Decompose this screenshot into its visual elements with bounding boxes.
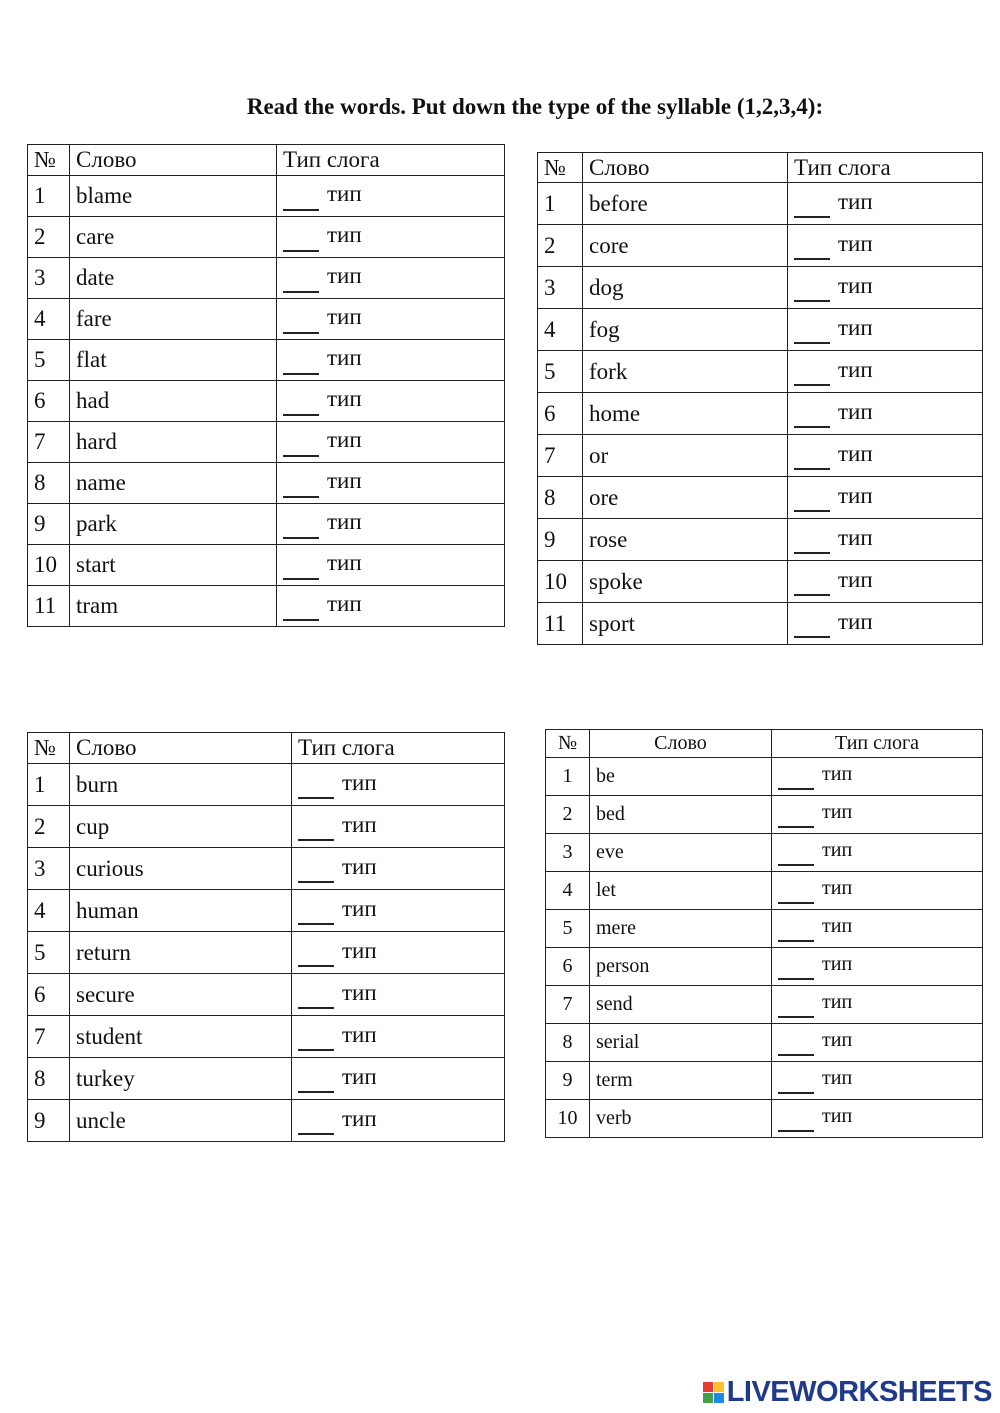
row-word: send	[590, 986, 772, 1024]
type-suffix-label: тип	[822, 953, 853, 976]
row-word: fork	[583, 351, 788, 393]
syllable-type-input[interactable]	[794, 282, 830, 302]
type-suffix-label: тип	[838, 524, 873, 550]
table-row	[538, 477, 983, 519]
row-number: 10	[28, 545, 70, 586]
row-number: 11	[28, 586, 70, 627]
table-row	[546, 1062, 983, 1100]
row-number: 11	[538, 603, 583, 645]
table-row	[28, 890, 505, 932]
row-word: term	[590, 1062, 772, 1100]
type-suffix-label: тип	[838, 440, 873, 466]
table-row	[538, 393, 983, 435]
type-suffix-label: тип	[342, 811, 377, 837]
row-word: human	[70, 890, 292, 932]
syllable-type-input[interactable]	[283, 314, 319, 334]
type-suffix-label: тип	[327, 304, 362, 330]
syllable-type-input[interactable]	[778, 808, 814, 828]
syllable-type-input[interactable]	[283, 191, 319, 211]
row-syllable-type	[788, 225, 983, 267]
logo-square-3	[703, 1393, 713, 1403]
row-word: tram	[70, 586, 277, 627]
row-number: 4	[538, 309, 583, 351]
row-syllable-type	[788, 267, 983, 309]
row-word: uncle	[70, 1100, 292, 1142]
liveworksheets-logo	[703, 1375, 992, 1409]
row-word: let	[590, 872, 772, 910]
table-header-row	[538, 153, 983, 183]
type-suffix-label: тип	[822, 839, 853, 862]
table-header-row	[28, 733, 505, 764]
row-word: rose	[583, 519, 788, 561]
row-syllable-type	[277, 381, 505, 422]
row-word: bed	[590, 796, 772, 834]
row-number: 6	[28, 974, 70, 1016]
row-number: 6	[546, 948, 590, 986]
syllable-type-input[interactable]	[298, 947, 334, 967]
row-syllable-type	[788, 603, 983, 645]
syllable-type-input[interactable]	[283, 437, 319, 457]
row-number: 9	[28, 504, 70, 545]
table-row	[546, 1100, 983, 1138]
row-syllable-type	[788, 183, 983, 225]
row-syllable-type	[277, 422, 505, 463]
row-syllable-type	[772, 1024, 983, 1062]
syllable-type-input[interactable]	[778, 884, 814, 904]
row-syllable-type	[788, 477, 983, 519]
syllable-type-input[interactable]	[298, 905, 334, 925]
table-row	[28, 764, 505, 806]
logo-square-2	[714, 1382, 724, 1392]
type-suffix-label: тип	[342, 895, 377, 921]
row-word: student	[70, 1016, 292, 1058]
row-word: be	[590, 758, 772, 796]
table-row	[538, 267, 983, 309]
row-word: flat	[70, 340, 277, 381]
logo-text: LIVEWORKSHEETS	[726, 1375, 992, 1408]
syllable-type-input[interactable]	[794, 492, 830, 512]
table-row	[28, 1016, 505, 1058]
table-row	[538, 351, 983, 393]
row-syllable-type	[277, 258, 505, 299]
row-word: start	[70, 545, 277, 586]
row-number: 8	[28, 1058, 70, 1100]
row-syllable-type	[277, 463, 505, 504]
syllable-type-input[interactable]	[794, 408, 830, 428]
row-word: curious	[70, 848, 292, 890]
row-word: verb	[590, 1100, 772, 1138]
row-word: mere	[590, 910, 772, 948]
table-row	[28, 258, 505, 299]
row-number: 3	[28, 258, 70, 299]
type-suffix-label: тип	[342, 769, 377, 795]
syllable-type-input[interactable]	[794, 324, 830, 344]
row-number: 3	[538, 267, 583, 309]
row-number: 8	[538, 477, 583, 519]
row-syllable-type	[788, 561, 983, 603]
table-row	[538, 309, 983, 351]
row-number: 6	[28, 381, 70, 422]
syllable-type-input[interactable]	[283, 601, 319, 621]
row-word: turkey	[70, 1058, 292, 1100]
table-row	[28, 1100, 505, 1142]
header-number: №	[546, 730, 590, 758]
syllable-type-input[interactable]	[794, 450, 830, 470]
row-syllable-type	[292, 932, 505, 974]
row-syllable-type	[277, 586, 505, 627]
table-row	[546, 1024, 983, 1062]
row-syllable-type	[292, 1100, 505, 1142]
table-row	[28, 463, 505, 504]
type-suffix-label: тип	[838, 482, 873, 508]
type-suffix-label: тип	[838, 272, 873, 298]
syllable-type-input[interactable]	[283, 519, 319, 539]
table-row	[28, 422, 505, 463]
row-number: 2	[546, 796, 590, 834]
syllable-type-input[interactable]	[778, 1036, 814, 1056]
table-row	[28, 299, 505, 340]
row-word: secure	[70, 974, 292, 1016]
row-syllable-type	[772, 796, 983, 834]
word-table-1	[27, 144, 505, 627]
header-number: №	[28, 145, 70, 176]
row-syllable-type	[277, 504, 505, 545]
type-suffix-label: тип	[327, 263, 362, 289]
syllable-type-input[interactable]	[298, 779, 334, 799]
row-number: 8	[28, 463, 70, 504]
type-suffix-label: тип	[342, 1063, 377, 1089]
row-number: 4	[28, 299, 70, 340]
header-syllable-type: Тип слога	[277, 145, 505, 176]
row-syllable-type	[788, 519, 983, 561]
row-word: park	[70, 504, 277, 545]
row-number: 7	[28, 422, 70, 463]
table-header-row	[546, 730, 983, 758]
row-number: 4	[546, 872, 590, 910]
row-number: 9	[28, 1100, 70, 1142]
type-suffix-label: тип	[822, 801, 853, 824]
row-number: 1	[28, 176, 70, 217]
row-syllable-type	[772, 1062, 983, 1100]
table-row	[28, 340, 505, 381]
row-syllable-type	[292, 764, 505, 806]
table-row	[546, 986, 983, 1024]
table-row	[546, 758, 983, 796]
syllable-type-input[interactable]	[283, 355, 319, 375]
row-word: person	[590, 948, 772, 986]
syllable-type-input[interactable]	[283, 273, 319, 293]
type-suffix-label: тип	[327, 345, 362, 371]
type-suffix-label: тип	[838, 398, 873, 424]
type-suffix-label: тип	[822, 1029, 853, 1052]
row-number: 7	[538, 435, 583, 477]
syllable-type-input[interactable]	[778, 846, 814, 866]
table-row	[546, 872, 983, 910]
row-number: 3	[546, 834, 590, 872]
word-table-3	[27, 732, 505, 1142]
table-row	[546, 834, 983, 872]
row-syllable-type	[292, 806, 505, 848]
row-syllable-type	[772, 758, 983, 796]
table-row	[28, 381, 505, 422]
row-number: 2	[28, 217, 70, 258]
type-suffix-label: тип	[838, 608, 873, 634]
row-word: fog	[583, 309, 788, 351]
row-number: 6	[538, 393, 583, 435]
type-suffix-label: тип	[822, 991, 853, 1014]
row-number: 1	[546, 758, 590, 796]
row-syllable-type	[788, 309, 983, 351]
row-word: eve	[590, 834, 772, 872]
syllable-type-input[interactable]	[283, 232, 319, 252]
row-syllable-type	[292, 1016, 505, 1058]
syllable-type-input[interactable]	[283, 396, 319, 416]
header-number: №	[538, 153, 583, 183]
table-row	[538, 183, 983, 225]
header-word: Слово	[583, 153, 788, 183]
type-suffix-label: тип	[838, 230, 873, 256]
type-suffix-label: тип	[838, 314, 873, 340]
type-suffix-label: тип	[822, 877, 853, 900]
syllable-type-input[interactable]	[794, 198, 830, 218]
row-word: ore	[583, 477, 788, 519]
row-word: dog	[583, 267, 788, 309]
type-suffix-label: тип	[327, 181, 362, 207]
type-suffix-label: тип	[327, 222, 362, 248]
row-word: hard	[70, 422, 277, 463]
header-word: Слово	[70, 145, 277, 176]
type-suffix-label: тип	[838, 356, 873, 382]
row-syllable-type	[292, 1058, 505, 1100]
row-syllable-type	[292, 974, 505, 1016]
type-suffix-label: тип	[342, 1105, 377, 1131]
table-row	[28, 806, 505, 848]
syllable-type-input[interactable]	[778, 770, 814, 790]
syllable-type-input[interactable]	[794, 534, 830, 554]
row-number: 1	[28, 764, 70, 806]
logo-squares-icon	[703, 1382, 724, 1403]
row-word: or	[583, 435, 788, 477]
table-row	[28, 545, 505, 586]
row-syllable-type	[277, 299, 505, 340]
type-suffix-label: тип	[342, 1021, 377, 1047]
syllable-type-input[interactable]	[778, 960, 814, 980]
syllable-type-input[interactable]	[283, 560, 319, 580]
table-row	[538, 603, 983, 645]
table-row	[28, 176, 505, 217]
row-number: 3	[28, 848, 70, 890]
row-word: home	[583, 393, 788, 435]
header-number: №	[28, 733, 70, 764]
type-suffix-label: тип	[342, 937, 377, 963]
row-number: 5	[28, 340, 70, 381]
table-row	[28, 932, 505, 974]
logo-square-4	[714, 1393, 724, 1403]
type-suffix-label: тип	[822, 915, 853, 938]
row-number: 2	[538, 225, 583, 267]
row-syllable-type	[772, 1100, 983, 1138]
table-row	[538, 519, 983, 561]
row-syllable-type	[277, 545, 505, 586]
syllable-type-input[interactable]	[298, 1073, 334, 1093]
syllable-type-input[interactable]	[298, 1115, 334, 1135]
table-row	[538, 561, 983, 603]
row-syllable-type	[788, 351, 983, 393]
table-row	[28, 217, 505, 258]
row-syllable-type	[788, 435, 983, 477]
row-number: 10	[538, 561, 583, 603]
row-number: 5	[546, 910, 590, 948]
word-table-2	[537, 152, 983, 645]
header-syllable-type: Тип слога	[788, 153, 983, 183]
syllable-type-input[interactable]	[298, 821, 334, 841]
row-word: had	[70, 381, 277, 422]
type-suffix-label: тип	[327, 509, 362, 535]
table-row	[28, 504, 505, 545]
row-number: 7	[546, 986, 590, 1024]
header-syllable-type: Тип слога	[292, 733, 505, 764]
type-suffix-label: тип	[327, 468, 362, 494]
table-row	[538, 435, 983, 477]
type-suffix-label: тип	[838, 188, 873, 214]
syllable-type-input[interactable]	[794, 576, 830, 596]
row-number: 1	[538, 183, 583, 225]
header-word: Слово	[70, 733, 292, 764]
type-suffix-label: тип	[822, 763, 853, 786]
row-syllable-type	[772, 948, 983, 986]
row-number: 10	[546, 1100, 590, 1138]
row-word: before	[583, 183, 788, 225]
table-row	[546, 948, 983, 986]
row-syllable-type	[772, 872, 983, 910]
syllable-type-input[interactable]	[778, 1074, 814, 1094]
row-syllable-type	[772, 834, 983, 872]
syllable-type-input[interactable]	[298, 1031, 334, 1051]
header-syllable-type: Тип слога	[772, 730, 983, 758]
table-header-row	[28, 145, 505, 176]
syllable-type-input[interactable]	[298, 863, 334, 883]
row-word: cup	[70, 806, 292, 848]
word-table-4	[545, 729, 983, 1138]
type-suffix-label: тип	[838, 566, 873, 592]
table-row	[28, 586, 505, 627]
row-number: 2	[28, 806, 70, 848]
row-number: 7	[28, 1016, 70, 1058]
type-suffix-label: тип	[342, 979, 377, 1005]
row-syllable-type	[292, 890, 505, 932]
type-suffix-label: тип	[327, 591, 362, 617]
row-word: burn	[70, 764, 292, 806]
row-number: 4	[28, 890, 70, 932]
table-row	[28, 1058, 505, 1100]
table-row	[28, 974, 505, 1016]
type-suffix-label: тип	[327, 386, 362, 412]
syllable-type-input[interactable]	[794, 618, 830, 638]
syllable-type-input[interactable]	[794, 366, 830, 386]
row-syllable-type	[772, 910, 983, 948]
row-number: 9	[546, 1062, 590, 1100]
row-syllable-type	[772, 986, 983, 1024]
row-number: 5	[538, 351, 583, 393]
type-suffix-label: тип	[822, 1105, 853, 1128]
syllable-type-input[interactable]	[794, 240, 830, 260]
row-word: return	[70, 932, 292, 974]
row-word: sport	[583, 603, 788, 645]
row-number: 9	[538, 519, 583, 561]
row-number: 8	[546, 1024, 590, 1062]
row-syllable-type	[292, 848, 505, 890]
type-suffix-label: тип	[327, 427, 362, 453]
row-number: 5	[28, 932, 70, 974]
row-word: core	[583, 225, 788, 267]
type-suffix-label: тип	[822, 1067, 853, 1090]
row-word: serial	[590, 1024, 772, 1062]
table-row	[546, 796, 983, 834]
table-row	[538, 225, 983, 267]
type-suffix-label: тип	[342, 853, 377, 879]
page-title: Read the words. Put down the type of the syllable (1,2,3,4):	[246, 94, 824, 119]
syllable-type-input[interactable]	[778, 1112, 814, 1132]
row-syllable-type	[788, 393, 983, 435]
logo-square-1	[703, 1382, 713, 1392]
row-word: blame	[70, 176, 277, 217]
syllable-type-input[interactable]	[283, 478, 319, 498]
row-word: care	[70, 217, 277, 258]
type-suffix-label: тип	[327, 550, 362, 576]
syllable-type-input[interactable]	[298, 989, 334, 1009]
row-syllable-type	[277, 340, 505, 381]
table-row	[546, 910, 983, 948]
row-word: date	[70, 258, 277, 299]
row-word: name	[70, 463, 277, 504]
row-word: spoke	[583, 561, 788, 603]
syllable-type-input[interactable]	[778, 998, 814, 1018]
row-syllable-type	[277, 217, 505, 258]
header-word: Слово	[590, 730, 772, 758]
table-row	[28, 848, 505, 890]
row-word: fare	[70, 299, 277, 340]
row-syllable-type	[277, 176, 505, 217]
syllable-type-input[interactable]	[778, 922, 814, 942]
